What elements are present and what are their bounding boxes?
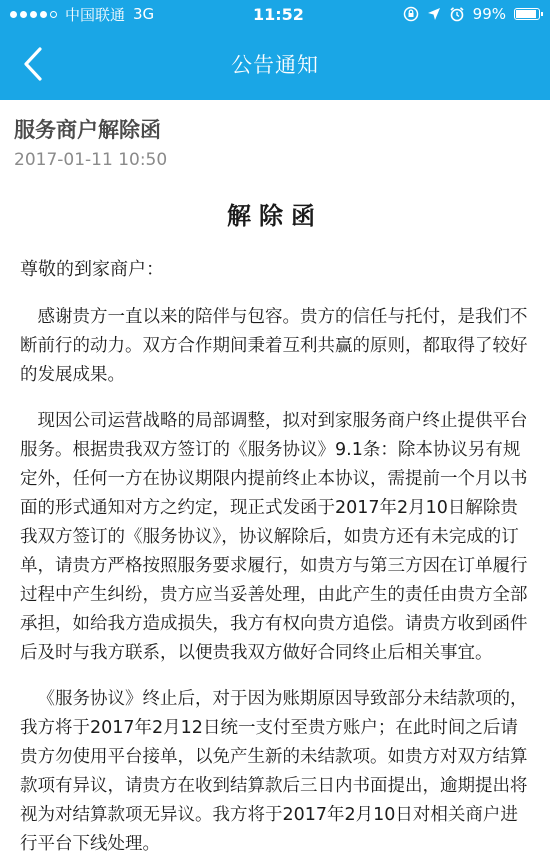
letter-salutation: 尊敬的到家商户： (20, 259, 164, 280)
signal-strength-icon (10, 11, 57, 18)
notice-date: 2017-01-11 10:50 (14, 150, 168, 170)
letter-paragraph: 《服务协议》终止后，对于因为账期原因导致部分未结款项的，我方将于2017年2月12日统一支付至贵方账户；在此时间之后请贵方勿使用平台接单，以免产生新的未结款项。如贵方对双方结算款项有异议，请贵方在收到结算款后三日内书面提出，逾期提出将视为对结算款项无异议。我方将于2017年2月10日对相关商户进行平台下线处理。 (20, 689, 528, 854)
letter-body (0, 196, 550, 859)
battery-icon (514, 8, 540, 20)
alarm-clock-icon (449, 6, 465, 22)
battery-percent-label: 99% (472, 5, 506, 23)
back-button[interactable] (18, 44, 48, 84)
status-bar (0, 0, 550, 28)
letter-paragraph: 现因公司运营战略的局部调整，拟对到家服务商户终止提供平台服务。根据贵我双方签订的《服务协议》9.1条：除本协议另有规定外，任何一方在协议期限内提前终止本协议，需提前一个月以书面的形式通知对方之约定，现正式发函于2017年2月10日解除贵我双方签订的《服务协议》，协议解除后，如贵方还有未完成的订单，请贵方严格按照服务要求履行，如贵方与第三方因在订单履行过程中产生纠纷，贵方应当妥善处理，由此产生的责任由贵方全部承担，如给我方造成损失，我方有权向贵方追偿。请贵方收到函件后及时与我方联系，以便贵我双方做好合同终止后相关事宜。 (20, 411, 528, 663)
chevron-left-icon[interactable] (23, 47, 43, 81)
location-arrow-icon (427, 7, 441, 21)
clock-time: 11:52 (252, 4, 304, 24)
carrier-label: 中国联通 (65, 5, 126, 24)
letter-paragraph: 感谢贵方一直以来的陪伴与包容。贵方的信任与托付，是我们不断前行的动力。双方合作期间秉着互利共赢的原则，都取得了较好的发展成果。 (20, 307, 528, 385)
letter-heading: 解除函 (227, 202, 323, 230)
nav-bar (0, 28, 550, 100)
notice-title: 服务商户解除函 (14, 118, 161, 142)
status-bar-right (403, 5, 540, 23)
status-bar-left (10, 4, 154, 25)
notice-meta (0, 100, 550, 176)
page-title: 公告通知 (231, 53, 319, 77)
app-header (0, 0, 550, 100)
orientation-lock-icon (403, 6, 419, 22)
network-type-label: 3G (133, 5, 155, 23)
